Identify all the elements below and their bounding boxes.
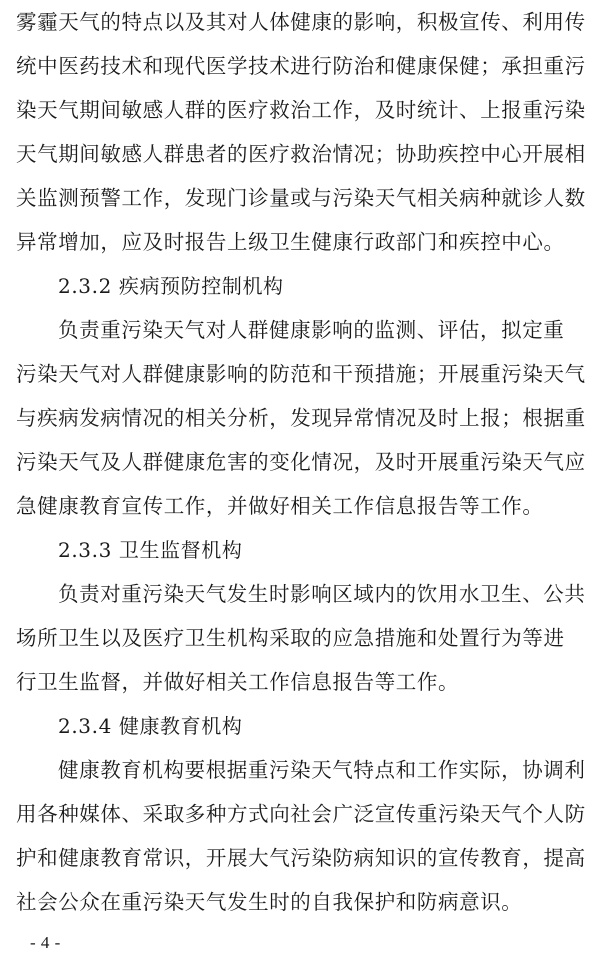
paragraph-line: 负责对重污染天气发生时影响区域内的饮用水卫生、公共: [58, 582, 586, 606]
paragraph-line: 护和健康教育常识，开展大气污染防病知识的宣传教育，提高: [16, 846, 586, 870]
paragraph-line: 健康教育机构要根据重污染天气特点和工作实际，协调利: [58, 758, 586, 782]
paragraph-line: 用各种媒体、采取多种方式向社会广泛宣传重污染天气个人防: [16, 802, 586, 826]
paragraph-line: 染天气期间敏感人群的医疗救治工作，及时统计、上报重污染: [16, 98, 586, 122]
paragraph-line: 与疾病发病情况的相关分析，发现异常情况及时上报；根据重: [16, 406, 586, 430]
section-heading: 2.3.2 疾病预防控制机构: [58, 274, 284, 298]
paragraph-line: 异常增加，应及时报告上级卫生健康行政部门和疾控中心。: [16, 230, 565, 254]
paragraph-line: 行卫生监督，并做好相关工作信息报告等工作。: [16, 670, 460, 694]
paragraph-line: 社会公众在重污染天气发生时的自我保护和防病意识。: [16, 890, 523, 914]
paragraph-line: 污染天气对人群健康影响的防范和干预措施；开展重污染天气: [16, 362, 586, 386]
page-number: - 4 -: [30, 933, 61, 952]
paragraph-line: 场所卫生以及医疗卫生机构采取的应急措施和处置行为等进: [16, 626, 565, 650]
paragraph-line: 天气期间敏感人群患者的医疗救治情况；协助疾控中心开展相: [16, 142, 586, 166]
paragraph-line: 污染天气及人群健康危害的变化情况，及时开展重污染天气应: [16, 450, 586, 474]
section-heading: 2.3.3 卫生监督机构: [58, 538, 243, 562]
section-heading: 2.3.4 健康教育机构: [58, 714, 243, 738]
paragraph-line: 关监测预警工作，发现门诊量或与污染天气相关病种就诊人数: [16, 186, 586, 210]
paragraph-line: 负责重污染天气对人群健康影响的监测、评估，拟定重: [58, 318, 565, 342]
paragraph-line: 雾霾天气的特点以及其对人体健康的影响，积极宣传、利用传: [16, 10, 586, 34]
paragraph-line: 统中医药技术和现代医学技术进行防治和健康保健；承担重污: [16, 54, 586, 78]
paragraph-line: 急健康教育宣传工作，并做好相关工作信息报告等工作。: [16, 494, 544, 518]
